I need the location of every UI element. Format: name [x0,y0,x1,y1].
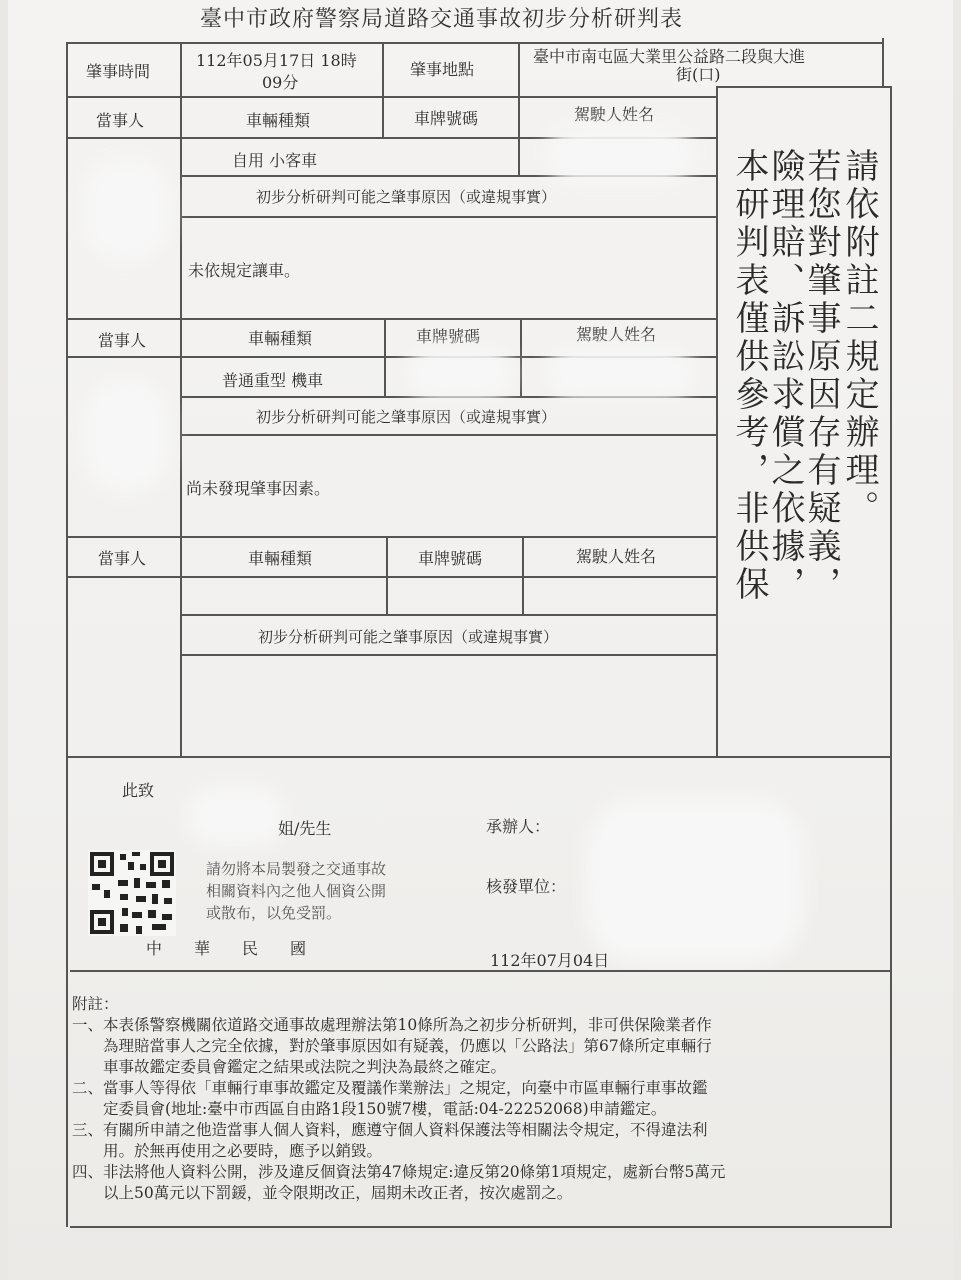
addressee: 姐/先生 [278,819,332,838]
party2-cause-header: 初步分析研判可能之肇事原因（或違規事實） [256,408,557,426]
party3-label: 當事人 [98,549,147,568]
frame-left [66,42,68,1227]
handler-label: 承辦人： [486,817,551,836]
accident-place-label: 肇事地點 [410,60,475,79]
issue-date: 112年07月04日 [490,951,610,970]
party1-driver-label: 駕駛人姓名 [574,105,655,124]
party2-cause-value: 尚未發現肇事因素。 [186,479,331,498]
side-notice-col2: 若您對肇事原因存有疑義， [801,148,841,604]
party2-label: 當事人 [98,331,147,350]
accident-time-value-2: 09分 [262,73,299,92]
side-notice-col1: 請依附註二規定辦理。 [839,148,879,528]
party1-plate-label: 車牌號碼 [414,109,479,128]
accident-time-label: 肇事時間 [86,62,151,81]
note-line: 三、有關所申請之他造當事人個人資料，應遵守個人資料保護法等相關法令規定，不得違法利 [72,1121,708,1139]
party1-vehicle-type-value: 自用 小客車 [232,151,318,170]
redaction-blur [560,140,680,170]
side-notice-col3: 險理賠、訴訟求償之依據， [765,148,805,604]
redaction-blur [560,360,680,386]
notes-section [72,994,725,1204]
accident-time-value: 112年05月17日 18時 [196,51,357,70]
frame-bottom [70,1226,891,1228]
republic-label: 中 華 民 國 [146,939,307,958]
party3-driver-label: 駕駛人姓名 [576,547,657,566]
note-line: 車事故鑑定委員會鑑定之結果或法院之判決為最終之確定。 [72,1058,507,1076]
note-line: 定委員會(地址:臺中市西區自由路1段150號7樓，電話:04-22252068)申請鑑定。 [72,1100,667,1118]
privacy-stamp: 請勿將本局製發之交通事故 相關資料內之他人個資公開 或散布，以免受罰。 [206,860,387,922]
frame-right-top [882,38,884,86]
note-line: 一、本表係警察機關依道路交通事故處理辦法第10條所為之初步分析研判，非可供保險業者作 [72,1016,712,1034]
party2-vehicle-type-label: 車輛種類 [248,329,313,348]
party3-vehicle-type-label: 車輛種類 [248,549,313,568]
party2-driver-label: 駕駛人姓名 [576,325,657,344]
document-title: 臺中市政府警察局道路交通事故初步分析研判表 [200,7,684,32]
party1-cause-header: 初步分析研判可能之肇事原因（或違規事實） [256,188,557,206]
party3-cause-header: 初步分析研判可能之肇事原因（或違規事實） [258,628,559,646]
redaction-blur [420,360,500,386]
redaction-blur [96,390,156,480]
redaction-blur [96,170,156,250]
party2-plate-label: 車牌號碼 [416,327,481,346]
to-label: 此致 [122,781,155,800]
side-notice-col4: 本研判表僅供參考，非供保 [729,148,769,604]
party2-vehicle-type-value: 普通重型 機車 [222,371,324,390]
accident-place-value-2: 街(口) [676,65,721,84]
party1-label: 當事人 [96,111,145,130]
note-line: 二、當事人等得依「車輛行車事故鑑定及覆議作業辦法」之規定，向臺中市區車輛行車事故鑑 [72,1079,708,1097]
frame-right [890,86,892,1228]
party3-plate-label: 車牌號碼 [418,549,483,568]
party1-cause-value: 未依規定讓車。 [188,261,301,280]
redaction-blur [200,800,272,832]
note-line: 以上50萬元以下罰鍰，並令限期改正，屆期未改正者，按次處罰之。 [72,1184,573,1202]
notes-heading: 附註： [72,995,119,1013]
note-line: 四、非法將他人資料公開，涉及違反個資法第47條規定:違反第20條第1項規定，處新台幣5萬元 [72,1163,726,1181]
note-line: 為理賠當事人之完全依據，對於肇事原因如有疑義，仍應以「公路法」第67條所定車輛行 [72,1037,712,1055]
issuer-label: 核發單位： [486,877,567,896]
party1-vehicle-type-label: 車輛種類 [246,111,311,130]
accident-place-value: 臺中市南屯區大業里公益路二段與大進 [533,47,806,66]
note-line: 用。於無再使用之必要時，應予以銷毀。 [72,1142,383,1160]
qr-code-icon [88,850,176,936]
redaction-blur [600,810,790,950]
